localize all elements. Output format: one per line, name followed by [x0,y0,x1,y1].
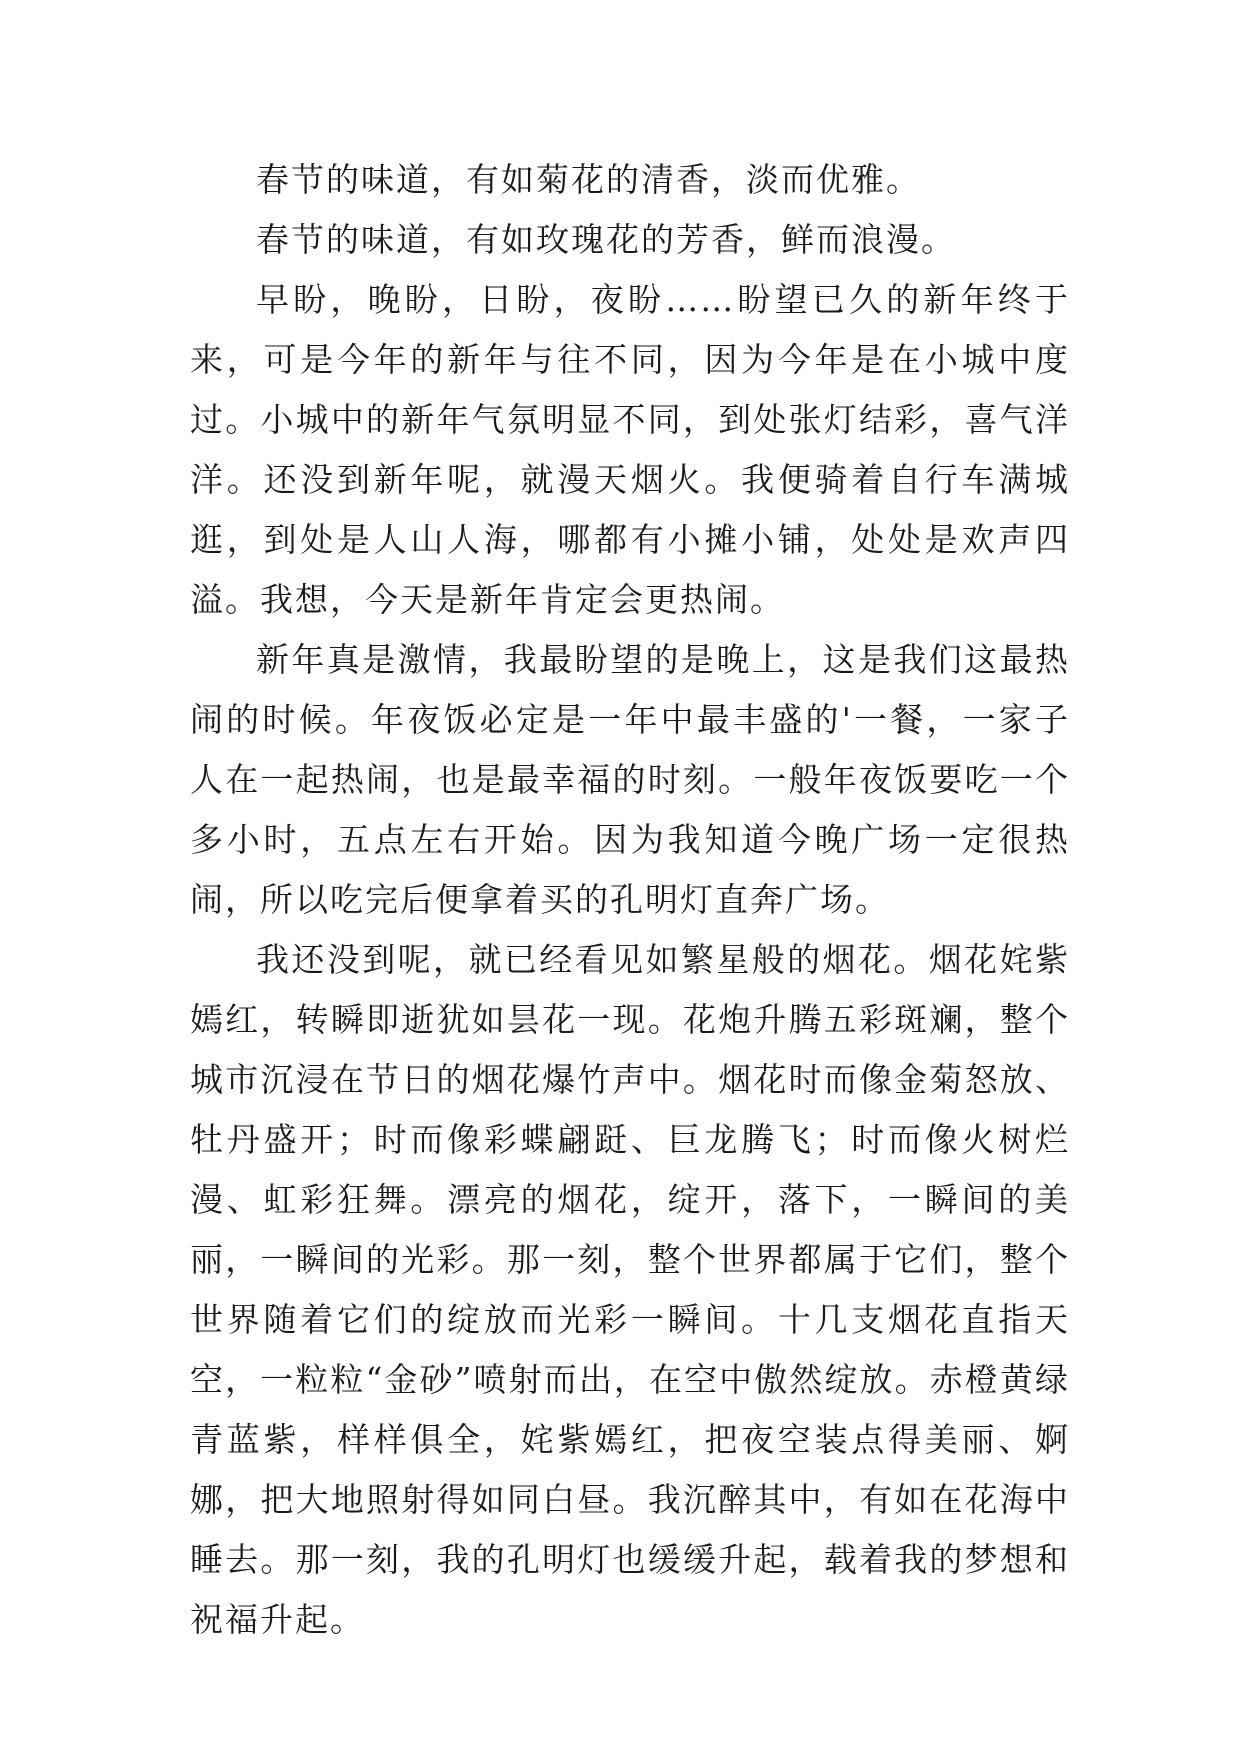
document-body [190,150,1070,1650]
paragraph-rose: 春节的味道，有如玫瑰花的芳香，鲜而浪漫。 [256,220,956,259]
paragraph-chrysanthemum: 春节的味道，有如菊花的清香，淡而优雅。 [256,160,921,199]
paragraph-anticipation: 早盼，晚盼，日盼，夜盼……盼望已久的新年终于来，可是今年的新年与往不同，因为今年是在小城中度过。小城中的新年气氛明显不同，到处张灯结彩，喜气洋洋。还没到新年呢，就漫天烟火。我便骑着自行车满城逛，到处是人山人海，哪都有小摊小铺，处处是欢声四溢。我想，今天是新年肯定会更热闹。 [190,280,1070,619]
paragraph-new-year-dinner: 新年真是激情，我最盼望的是晚上，这是我们这最热闹的时候。年夜饭必定是一年中最丰盛的'一餐，一家子人在一起热闹，也是最幸福的时刻。一般年夜饭要吃一个多小时，五点左右开始。因为我知道今晚广场一定很热闹，所以吃完后便拿着买的孔明灯直奔广场。 [190,640,1070,919]
paragraph-fireworks: 我还没到呢，就已经看见如繁星般的烟花。烟花姹紫嫣红，转瞬即逝犹如昙花一现。花炮升腾五彩斑斓，整个城市沉浸在节日的烟花爆竹声中。烟花时而像金菊怒放、牡丹盛开；时而像彩蝶翩跹、巨龙腾飞；时而像火树烂漫、虹彩狂舞。漂亮的烟花，绽开，落下，一瞬间的美丽，一瞬间的光彩。那一刻，整个世界都属于它们，整个世界随着它们的绽放而光彩一瞬间。十几支烟花直指天空，一粒粒“金砂”喷射而出，在空中傲然绽放。赤橙黄绿青蓝紫，样样俱全，姹紫嫣红，把夜空装点得美丽、婀娜，把大地照射得如同白昼。我沉醉其中，有如在花海中睡去。那一刻，我的孔明灯也缓缓升起，载着我的梦想和祝福升起。 [190,940,1070,1639]
